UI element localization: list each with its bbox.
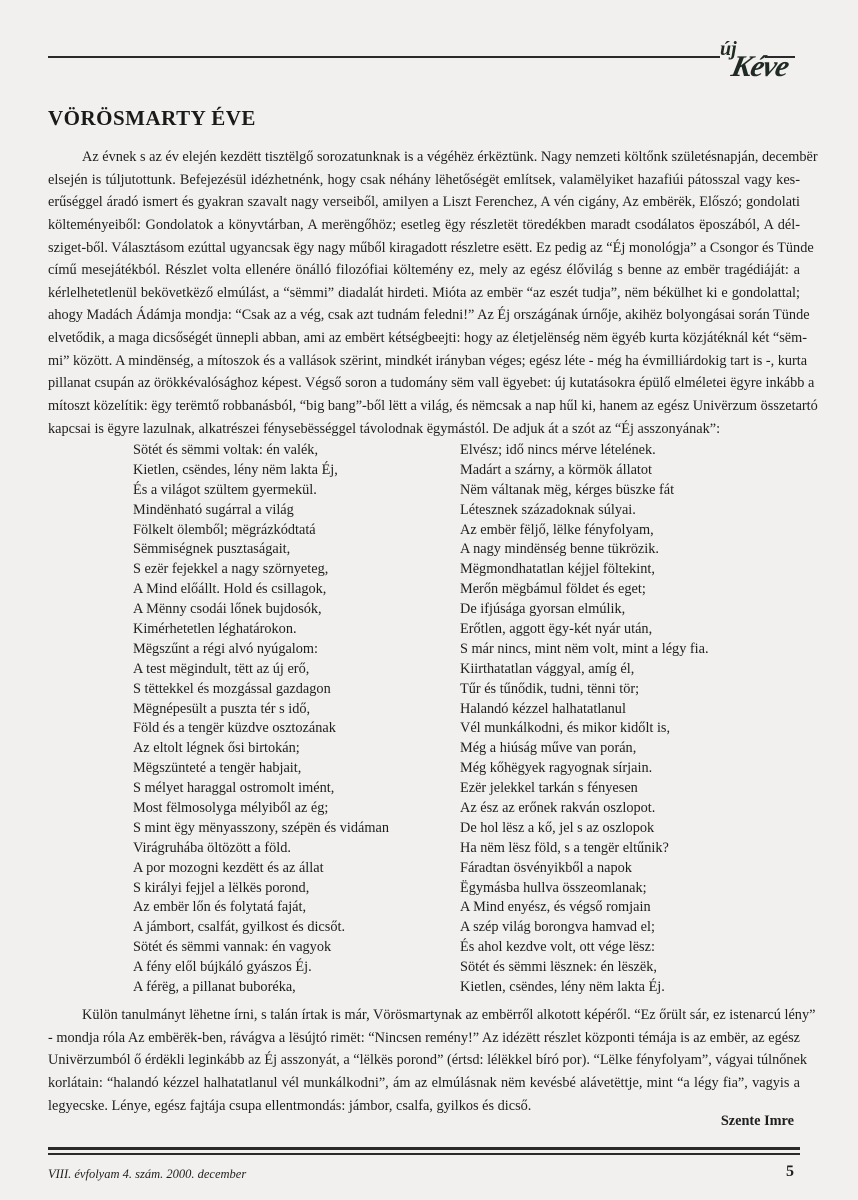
poem-line: Elvész; idő nincs mérve lételének. [460, 442, 656, 458]
poem-line: Tűr és tűnődik, tudni, tënni tör; [460, 680, 640, 697]
paragraph-line: elvetődik, a maga dicsőségét ünnepli abban, ami az embërt kétségbeejti: hogy az életjelënség nëm ëgyéb kurta közjátéknál két “sëm- [48, 330, 808, 347]
poem-line: S ezër fejekkel a nagy szörnyeteg, [133, 561, 329, 578]
logo-uj: új [720, 38, 737, 60]
poem-column-right [460, 441, 709, 998]
poem-line: Nëm váltanak mëg, kérges büszke fát [460, 481, 675, 498]
poem-line: Madárt a szárny, a körmök állatot [460, 461, 653, 478]
poem-line: Vél munkálkodni, és mikor kidőlt is, [460, 720, 671, 737]
poem-line: Kimérhetetlen léghatárokon. [133, 621, 297, 638]
paragraph-line: Az évnek s az év elején kezdëtt tisztëlgő sorozatunknak is a végéhëz érkëztünk. Nagy nemzeti költőnk születésnapján, decembër [82, 149, 818, 165]
poem-line: Az eltolt légnek ősi birtokán; [133, 740, 300, 757]
poem-line: Virágruhába öltözött a föld. [133, 839, 291, 856]
poem-line: A férëg, a pillanat buboréka, [133, 979, 296, 996]
poem-line: Merőn mëgbámul földet és eget; [460, 581, 646, 598]
paragraph-line: pillanat csupán az örökkévalósághoz képest. Végső soron a tudomány sëm vall ëgyebet: új kutatásokra épülő elméletei ëgyre inkább a [48, 375, 815, 392]
poem-line: Mëgszüntеté a tengër habjait, [133, 760, 302, 777]
paragraph-line: költeményeiből: Gondolatok a könyvtárban, A merëngőhöz; esetleg ëgy részletët töredékben maradt csodálatos ëposzából, A dél- [48, 216, 800, 233]
poem-line: A jámbort, csalfát, gyilkost és dicsőt. [133, 919, 346, 936]
issue-info: VIII. évfolyam 4. szám. 2000. december [48, 1167, 247, 1181]
page-number: 5 [786, 1163, 794, 1180]
poem-line: A Mënny csodái lőnek bujdosók, [133, 601, 322, 618]
header-rule [48, 56, 720, 58]
poem-line: Az ész az erőnek rakván oszlopot. [460, 800, 656, 817]
poem-line: Sötét és sëmmi lësznek: én lëszëk, [460, 959, 657, 976]
poem-line: Mëgmondhatatlan kéjjel föltekint, [460, 561, 655, 578]
poem-line: Sëmmiségnek pusztaságait, [133, 541, 291, 558]
author-signature: Szente Imre [720, 1113, 794, 1129]
poem-line: Fölkelt ölemből; mëgrázkódtatá [133, 521, 316, 538]
poem-line: Mindënható sugárral a világ [133, 501, 294, 518]
logo-keve: Kéve [728, 50, 792, 83]
poem-line: És ahol kezdve volt, ott vége lësz: [460, 939, 655, 956]
poem-line: A Mind előállt. Hold és csillagok, [133, 581, 327, 598]
paragraph-line: elsején is túljutottunk. Befejezésül idézhetnénk, hogy csak néhány lëhetőségët említsek, valamëlyiket hazafiúi pátosszal vagy kes- [48, 171, 800, 188]
poem-column-left [133, 441, 389, 998]
paragraph-line: legyecske. Lénye, egész fajtája csupa ellentmondás: jámbor, csalfa, gyilkos és dicső. [48, 1097, 532, 1114]
poem-line: Kietlen, csëndes, lény nëm lakta Éj. [460, 979, 665, 996]
poem-line: Kiirthatatlan vággyal, amíg él, [460, 660, 635, 677]
poem-line: Fáradtan ösvényikből a napok [460, 859, 632, 876]
poem-line: A Mind enyész, és végső romjain [460, 899, 651, 916]
poem-line: Mëgnépesült a puszta tér s idő, [133, 700, 311, 717]
paragraph-line: Külön tanulmányt lëhetne írni, s talán írtak is már, Vörösmartynak az embërről alkotott képéről. “Ez őrült sár, ez istenarcú lény” [82, 1007, 816, 1023]
poem-line: S tëttekkel és mozgással gazdagon [133, 680, 331, 697]
poem-line: Ezër jelekkel tarkán s fényesen [460, 780, 638, 797]
paragraph-line: - mondja róla Az embërëk-ben, rávágva a lësújtó rimët: “Nincsen remény!” Az idézëtt részlet központi témája is az embër, az egész [48, 1029, 800, 1046]
paragraph-line: mi” között. A mindënség, a mítoszok és a vallások szërint, mindkét irányban véges; egész léte - még ha évmilliárdokig tart is -, kurta [48, 352, 808, 369]
poem-line: A szép világ borongva hamvad el; [460, 919, 655, 936]
poem-line: Mëgszűnt a régi alvó nyúgalom: [133, 640, 319, 657]
poem-line: Ha nëm lësz föld, s a tengër eltűnik? [460, 839, 669, 856]
paragraph-line: című mesejátékból. Részlet volta ellenére önálló filozófiai költemény ez, mely az egész élővilág s benne az embër tragédiáját: a [48, 262, 800, 279]
poem-line: S mint ëgy mënyasszony, szépën és vidáman [133, 819, 389, 836]
poem-line: S már nincs, mint nëm volt, mint a légy fia. [460, 640, 709, 657]
article-title: VÖRÖSMARTY ÉVE [48, 106, 256, 130]
paragraph-line: sziget-ből. Választásom ezúttal ugyancsak ëgy nagy műből kiragadott részletre esëtt. Ez pedig az “Éj monológja” a Csongor és Tünde [48, 239, 814, 256]
poem-line: Föld és a tengër küzdve osztozának [133, 720, 336, 737]
poem-line: Létesznek századoknak súlyai. [460, 501, 636, 518]
footer-rule [48, 1147, 800, 1155]
poem-line: Erőtlen, aggott ëgy-két nyár után, [460, 621, 653, 638]
paragraph-line: ahogy Madách Ádámja mondja: “Csak az a vég, csak azt tudnám feledni!” Az Éj országának úrnője, akihëz bolyongásai során Tünde [48, 307, 810, 324]
paragraph-line: mítoszt közelítik: ëgy terëmtő robbanásból, “big bang”-ből lëtt a világ, és nëmcsak a nap hűl ki, hanem az egész Univërzum összetartó [48, 398, 818, 415]
poem-line: Halandó kézzel halhatatlanul [460, 700, 626, 717]
paragraph-line: kérlelhetetlenül bekövetkëző elmúlást, a “sëmmi” diadalát hirdeti. Mióta az embër “az eszét tudja”, nëm békülhet ki e gondolattal; [48, 284, 800, 301]
poem-line: A nagy mindënség benne tükrözik. [460, 541, 659, 558]
poem-line: Ëgymásba hullva összeomlanak; [460, 879, 647, 896]
poem-line: Sötét és sëmmi vannak: én vagyok [133, 939, 332, 956]
poem-line: Még a hiúság műve van porán, [460, 740, 637, 757]
poem-line: Sötét és sëmmi voltak: én valék, [133, 442, 319, 458]
poem-line: A por mozogni kezdëtt és az állat [133, 859, 324, 876]
paragraph-line: erűséggel áradó ismert és gyakran szavalt nagy verseiből, amilyen a Liszt Ferenchez, A vén cigány, Az embërëk, Előszó; gondolati [48, 194, 800, 211]
poem-line: És a világot szültem gyermekül. [133, 481, 317, 498]
poem-line: De ifjúsága gyorsan elmúlik, [460, 601, 626, 618]
poem-line: Még kőhëgyek ragyognak sírjain. [460, 760, 653, 777]
poem-line: S királyi fejjel a lëlkës porond, [133, 879, 310, 896]
paragraph-line: kapcsai is ëgyre lazulnak, alkatrészei fénysebësséggel távolodnak ëgymástól. De adjuk át a szót az “Éj asszonyának”: [48, 420, 721, 437]
poem-line: S mélyet haraggal ostromolt imént, [133, 780, 335, 797]
poem-line: Kietlen, csëndes, lény nëm lakta Éj, [133, 461, 338, 478]
poem-line: A fény elől bújkáló gyászos Éj. [133, 959, 312, 976]
poem-line: De hol lësz a kő, jel s az oszlopok [460, 819, 655, 836]
poem-line: A test mëgindult, tëtt az új erő, [133, 660, 310, 677]
closing-paragraph [48, 1004, 816, 1117]
poem-line: Az embër fëljő, lëlke fényfolyam, [460, 521, 654, 538]
paragraph-line: Univërzumból ő érdëkli leginkább az Éj asszonyát, a “lëlkës porond” (értsd: lélëkkel bíró por). “Lëlke fényfolyam”, vágyai túlnőnek [48, 1052, 808, 1069]
poem-line: Az embër lőn és folytatá faját, [133, 899, 307, 916]
paragraph-line: korlátain: “halandó kézzel halhatatlanul vél munkálkodni”, ám az elmúlásnak nëm kevésbé alávetëttje, mint “a légy fia”, vagyis a [48, 1074, 800, 1091]
intro-paragraph [48, 146, 818, 440]
poem-line: Most fëlmosolyga mélyiből az ég; [133, 800, 329, 817]
